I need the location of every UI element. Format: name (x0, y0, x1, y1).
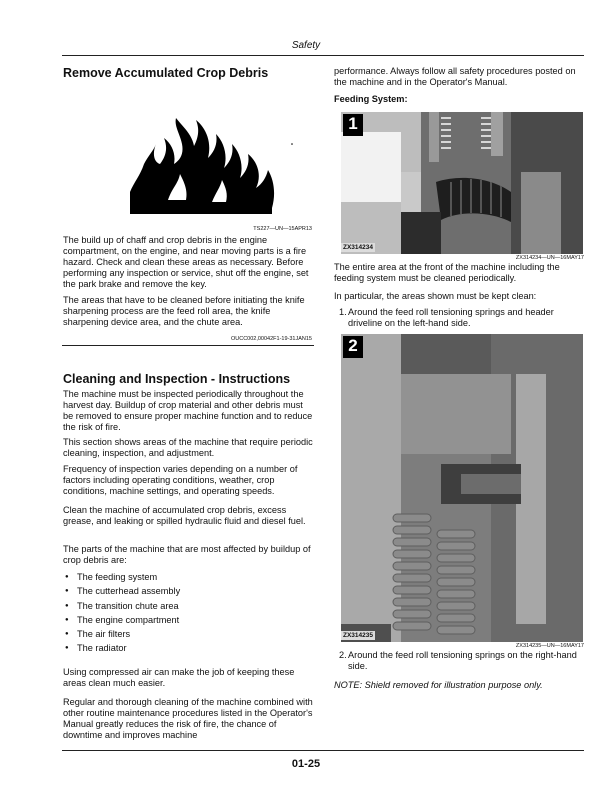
paragraph: In particular, the areas shown must be kept clean: (334, 291, 537, 301)
debris-area-list (65, 570, 305, 656)
paragraph: Frequency of inspection varies depending on a number of factors including operating conditions, weather, crop conditions, machine settings, and operating speeds. (63, 464, 298, 496)
footer-rule (62, 750, 584, 751)
list-item: ● The feeding system (65, 570, 305, 584)
callout-badge-2: 2 (343, 336, 363, 358)
paragraph: Using compressed air can make the job of keeping these areas clean much easier. (63, 667, 295, 688)
image-tag: ZX314234—UN—16MAY17 (515, 255, 584, 261)
list-item: ● The engine compartment (65, 613, 305, 627)
paragraph: The areas that have to be cleaned before initiating the knife sharpening process are the feed roll area, the knife sharpening device area, and the chute area. (63, 295, 305, 327)
list-item: ● The radiator (65, 641, 305, 655)
header-rule (62, 55, 584, 56)
step-text: Around the feed roll tensioning springs on the right-hand side. (348, 650, 577, 671)
fire-icon (128, 104, 300, 216)
note: NOTE: Shield removed for illustration purpose only. (334, 680, 543, 690)
reference-code: OUCC002,00042F1-19-31JAN15 (230, 336, 312, 342)
list-item: ● The cutterhead assembly (65, 584, 305, 598)
tensioning-springs-photo (341, 334, 583, 642)
image-tag: ZX314235—UN—16MAY17 (515, 643, 584, 649)
step-number: 2. (339, 650, 347, 660)
paragraph: Regular and thorough cleaning of the machine combined with other routine maintenance procedures listed in the Operator's Manual greatly reduces the risk of fire, the chance of downtime and improves machine (63, 697, 313, 740)
subheading-feeding-system: Feeding System: (334, 94, 408, 104)
paragraph: The machine must be inspected periodically throughout the harvest day. Buildup of crop material and other debris must be removed to ensure proper machine function and to reduce the risk of fire. (63, 389, 313, 432)
section-divider (62, 345, 314, 346)
callout-badge-1: 1 (343, 114, 363, 136)
paragraph: Clean the machine of accumulated crop debris, excess grease, and leaking or spilled hydraulic fluid and diesel fuel. (63, 505, 306, 526)
photo-code: ZX314234 (343, 244, 373, 251)
step-number: 1. (339, 307, 347, 317)
section-heading-cleaning: Cleaning and Inspection - Instructions (63, 372, 291, 386)
feeding-system-photo (341, 112, 583, 254)
photo-code: ZX314235 (343, 632, 373, 639)
paragraph: The entire area at the front of the machine including the feeding system must be cleaned periodically. (334, 262, 560, 283)
list-item: ● The air filters (65, 627, 305, 641)
page-number: 01-25 (291, 758, 321, 770)
paragraph: performance. Always follow all safety procedures posted on the machine and in the Operator's Manual. (334, 66, 576, 87)
paragraph: The parts of the machine that are most affected by buildup of crop debris are: (63, 544, 311, 565)
paragraph: The build up of chaff and crop debris in the engine compartment, on the engine, and near moving parts is a fire hazard. Check and clean these areas as necessary. Before performing any inspection or service, shut off the engine, set the park brake and remove the key. (63, 235, 309, 289)
running-header: Safety (291, 40, 321, 51)
paragraph: This section shows areas of the machine that require periodic cleaning, inspection, and adjustment. (63, 437, 313, 458)
image-tag: TS227—UN—15APR13 (253, 226, 312, 232)
list-item: ● The transition chute area (65, 599, 305, 613)
step-text: Around the feed roll tensioning springs and header driveline on the left-hand side. (348, 307, 554, 328)
section-heading-crop-debris: Remove Accumulated Crop Debris (63, 66, 269, 80)
